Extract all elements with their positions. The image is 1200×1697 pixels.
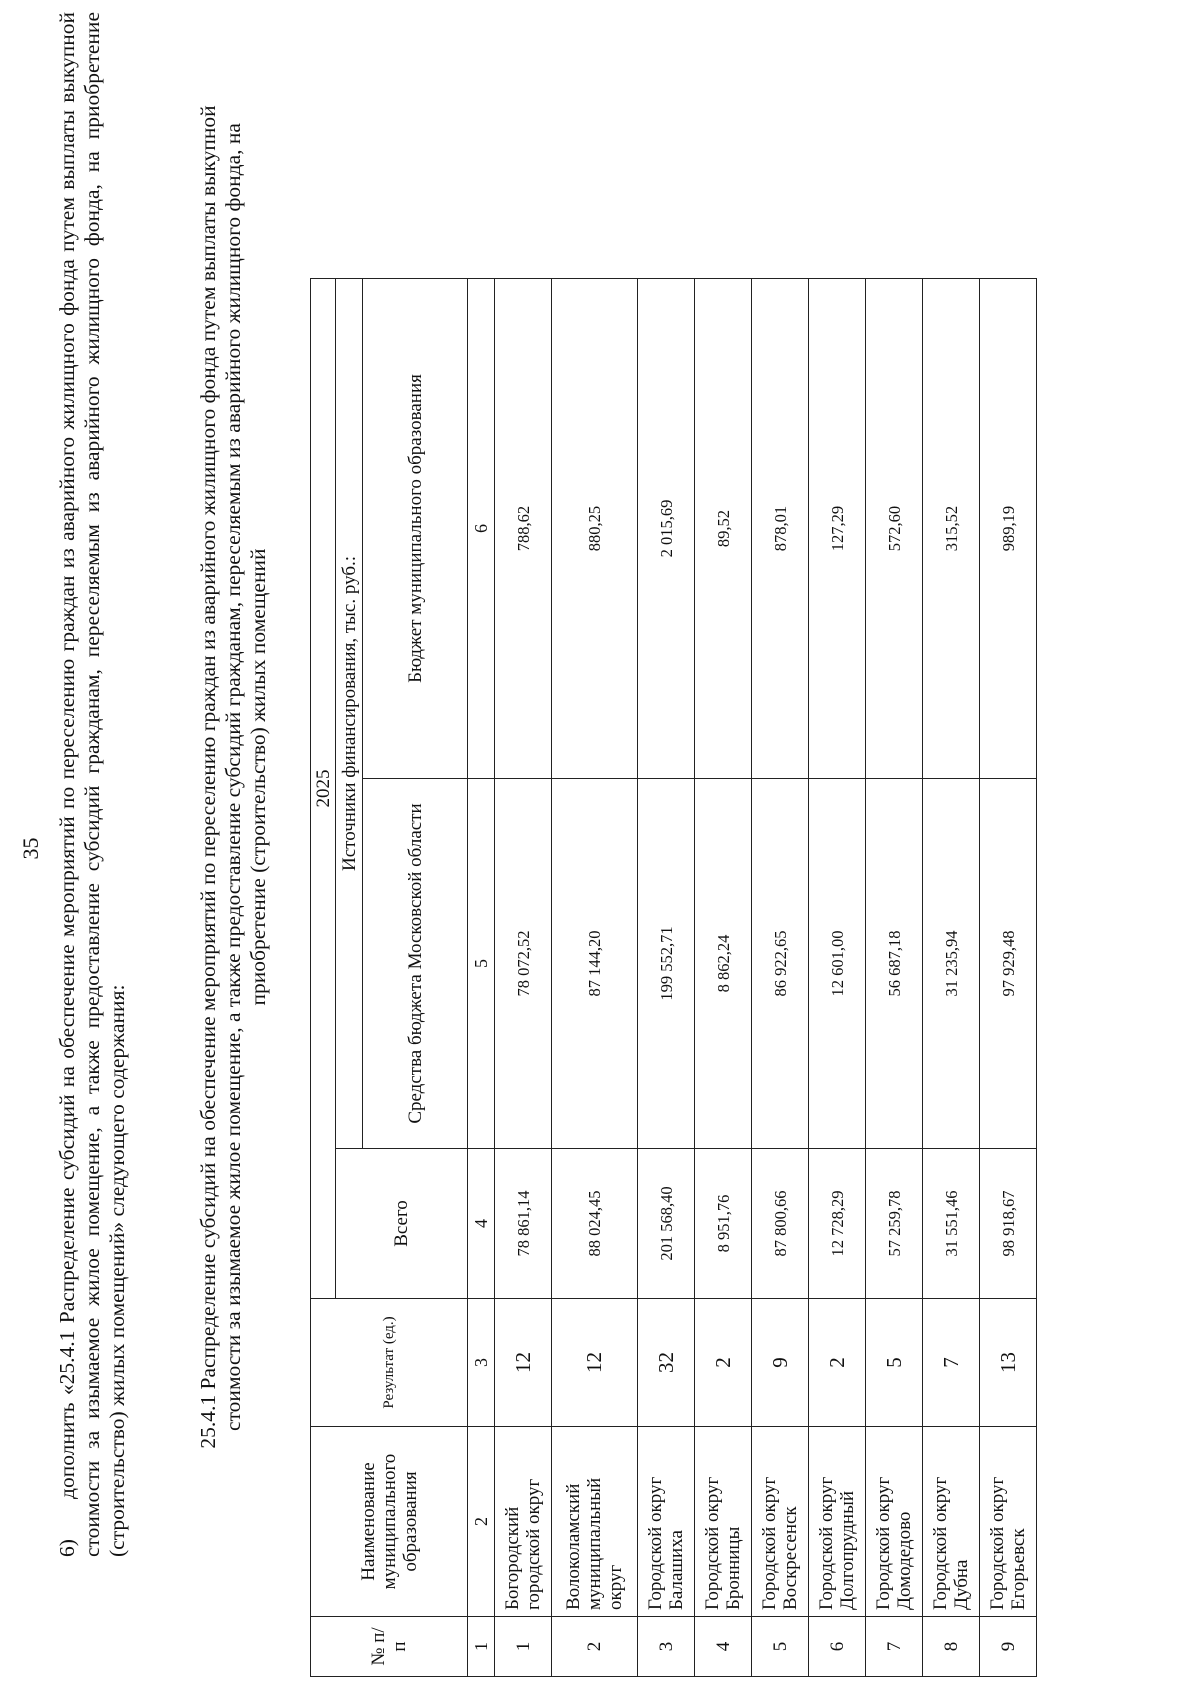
row-regional: 78 072,52 — [495, 779, 552, 1149]
header-total: Всего — [336, 1149, 468, 1299]
row-municipal: 880,25 — [552, 279, 638, 779]
row-regional: 8 862,24 — [695, 779, 752, 1149]
row-name: Волоколамский муниципальный округ — [552, 1427, 638, 1617]
row-num: 1 — [495, 1617, 552, 1677]
header-year: 2025 — [311, 279, 336, 1299]
row-result: 13 — [980, 1299, 1037, 1427]
column-number-row — [468, 279, 495, 1677]
row-name: Городской округ Бронницы — [695, 1427, 752, 1617]
table-row — [752, 279, 809, 1677]
row-municipal: 315,52 — [923, 279, 980, 779]
row-num: 7 — [866, 1617, 923, 1677]
row-total: 78 861,14 — [495, 1149, 552, 1299]
header-result: Результат (ед.) — [311, 1299, 468, 1427]
row-municipal: 878,01 — [752, 279, 809, 779]
row-name: Городской округ Воскресенск — [752, 1427, 809, 1617]
row-num: 3 — [638, 1617, 695, 1677]
row-total: 88 024,45 — [552, 1149, 638, 1299]
row-regional: 31 235,94 — [923, 779, 980, 1149]
table-row — [809, 279, 866, 1677]
row-result: 7 — [923, 1299, 980, 1427]
page-number: 35 — [18, 837, 43, 860]
row-name: Городской округ Долгопрудный — [809, 1427, 866, 1617]
table-row — [980, 279, 1037, 1677]
row-municipal: 127,29 — [809, 279, 866, 779]
row-total: 98 918,67 — [980, 1149, 1037, 1299]
row-regional: 97 929,48 — [980, 779, 1037, 1149]
header-regional: Средства бюджета Московской области — [363, 779, 468, 1149]
table-row — [695, 279, 752, 1677]
row-num: 4 — [695, 1617, 752, 1677]
row-municipal: 989,19 — [980, 279, 1037, 779]
header-num: № п/п — [311, 1617, 468, 1677]
row-name: Городской округ Егорьевск — [980, 1427, 1037, 1617]
col-number: 2 — [468, 1427, 495, 1617]
row-name: Богородский городской округ — [495, 1427, 552, 1617]
row-result: 32 — [638, 1299, 695, 1427]
header-municipal: Бюджет муниципального образования — [363, 279, 468, 779]
intro-paragraph — [55, 12, 130, 1557]
row-regional: 86 922,65 — [752, 779, 809, 1149]
row-total: 31 551,46 — [923, 1149, 980, 1299]
row-municipal: 2 015,69 — [638, 279, 695, 779]
table-row — [495, 279, 552, 1677]
table-wrapper — [310, 278, 1037, 1677]
subsidy-table — [310, 278, 1037, 1677]
table-row — [923, 279, 980, 1677]
intro-text: дополнить «25.4.1 Распределение субсидий на обеспечение мероприятий по переселению граждан из аварийного жилищного фонда путем выплаты выкупной стоимости за изымаемое жилое помещение, а также предоставление субсидий гражданам, переселяемым из аварийного жилищного фонда, на приобретение (строительство) жилых помещений» следующего содержания: — [55, 12, 129, 1557]
header-sources: Источники финансирования, тыс. руб.: — [336, 279, 363, 1149]
row-regional: 12 601,00 — [809, 779, 866, 1149]
row-num: 6 — [809, 1617, 866, 1677]
row-total: 201 568,40 — [638, 1149, 695, 1299]
row-regional: 56 687,18 — [866, 779, 923, 1149]
row-total: 57 259,78 — [866, 1149, 923, 1299]
header-row-1 — [311, 279, 336, 1677]
row-name: Городской округ Домодедово — [866, 1427, 923, 1617]
row-total: 12 728,29 — [809, 1149, 866, 1299]
row-result: 12 — [552, 1299, 638, 1427]
row-total: 8 951,76 — [695, 1149, 752, 1299]
col-number: 1 — [468, 1617, 495, 1677]
col-number: 3 — [468, 1299, 495, 1427]
row-result: 2 — [809, 1299, 866, 1427]
row-result: 9 — [752, 1299, 809, 1427]
row-result: 12 — [495, 1299, 552, 1427]
row-result: 5 — [866, 1299, 923, 1427]
table-row — [866, 279, 923, 1677]
row-municipal: 572,60 — [866, 279, 923, 779]
row-num: 8 — [923, 1617, 980, 1677]
row-result: 2 — [695, 1299, 752, 1427]
row-municipal: 89,52 — [695, 279, 752, 779]
col-number: 4 — [468, 1149, 495, 1299]
row-total: 87 800,66 — [752, 1149, 809, 1299]
row-num: 5 — [752, 1617, 809, 1677]
row-name: Городской округ Балашиха — [638, 1427, 695, 1617]
header-name: Наименование муниципального образования — [311, 1427, 468, 1617]
intro-label: 6) — [55, 1539, 79, 1557]
row-num: 2 — [552, 1617, 638, 1677]
row-regional: 87 144,20 — [552, 779, 638, 1149]
row-municipal: 788,62 — [495, 279, 552, 779]
section-heading: 25.4.1 Распределение субсидий на обеспечение мероприятий по переселению граждан из аварийного жилищного фонда путем выплаты выкупной стоимости за изымаемое жилое помещение, а также предоставление субсидий гражданам, переселяемым из аварийного жилищного фонда, на приобретение (строительство) жилых помещений — [196, 105, 270, 1449]
row-regional: 199 552,71 — [638, 779, 695, 1149]
row-name: Городской округ Дубна — [923, 1427, 980, 1617]
table-row — [552, 279, 638, 1677]
col-number: 5 — [468, 779, 495, 1149]
col-number: 6 — [468, 279, 495, 779]
table-row — [638, 279, 695, 1677]
row-num: 9 — [980, 1617, 1037, 1677]
